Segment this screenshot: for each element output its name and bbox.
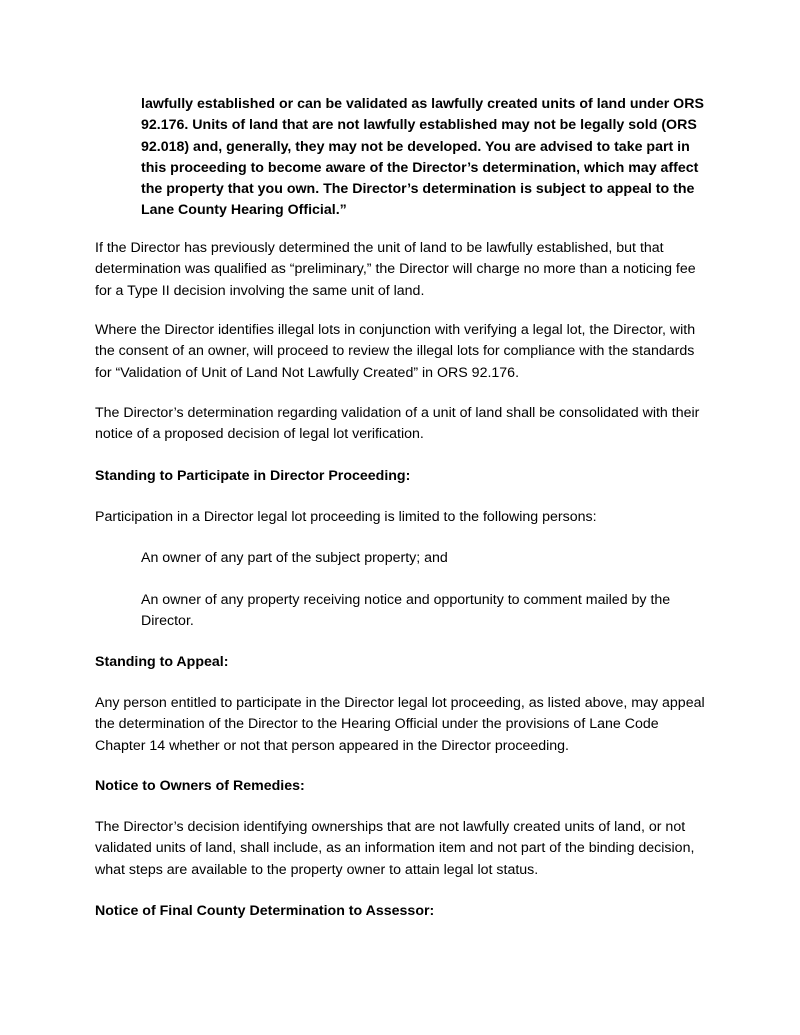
participant-list-item: An owner of any property receiving notice and opportunity to comment mailed by the Director. bbox=[141, 592, 671, 630]
standing-participate-intro: Participation in a Director legal lot proceeding is limited to the following persons: bbox=[95, 509, 597, 525]
validation-consolidation-paragraph: The Director’s determination regarding validation of a unit of land shall be consolidated with their notice of a proposed decision of legal lot verification. bbox=[95, 405, 700, 443]
illegal-lots-review-paragraph: Where the Director identifies illegal lots in conjunction with verifying a legal lot, the Director, with the consent of an owner, will proceed to review the illegal lots for compliance with the standards for “Validation of Unit of Land Not Lawfully Created” in ORS 92.176. bbox=[95, 322, 696, 381]
standing-appeal-paragraph: Any person entitled to participate in the Director legal lot proceeding, as listed above, may appeal the determination of the Director to the Hearing Official under the provisions of Lane Code Chapter 14 whether or not that person appeared in the Director proceeding. bbox=[95, 695, 705, 754]
preliminary-determination-paragraph: If the Director has previously determined the unit of land to be lawfully established, but that determination was qualified as “preliminary,” the Director will charge no more than a noticing fee for a Type II decision involving the same unit of land. bbox=[95, 240, 696, 299]
notice-remedies-paragraph: The Director’s decision identifying ownerships that are not lawfully created units of land, or not validated units of land, shall include, as an information item and not part of the binding decision, what steps are available to the property owner to attain legal lot status. bbox=[95, 819, 695, 878]
notice-remedies-heading: Notice to Owners of Remedies: bbox=[95, 778, 305, 794]
standing-participate-heading: Standing to Participate in Director Proceeding: bbox=[95, 468, 411, 484]
standing-appeal-heading: Standing to Appeal: bbox=[95, 654, 229, 670]
quoted-notice-continuation: lawfully established or can be validated as lawfully created units of land under ORS 92.176. Units of land that are not lawfully established may not be legally sold (ORS 92.018) and, generally, they may not be developed. You are advised to take part in this proceeding to become aware of the Director’s determination, which may affect the property that you own. The Director’s determination is subject to appeal to the Lane County Hearing Official.” bbox=[141, 96, 704, 219]
participant-list-item: An owner of any part of the subject property; and bbox=[141, 550, 448, 566]
notice-assessor-heading: Notice of Final County Determination to Assessor: bbox=[95, 903, 435, 919]
